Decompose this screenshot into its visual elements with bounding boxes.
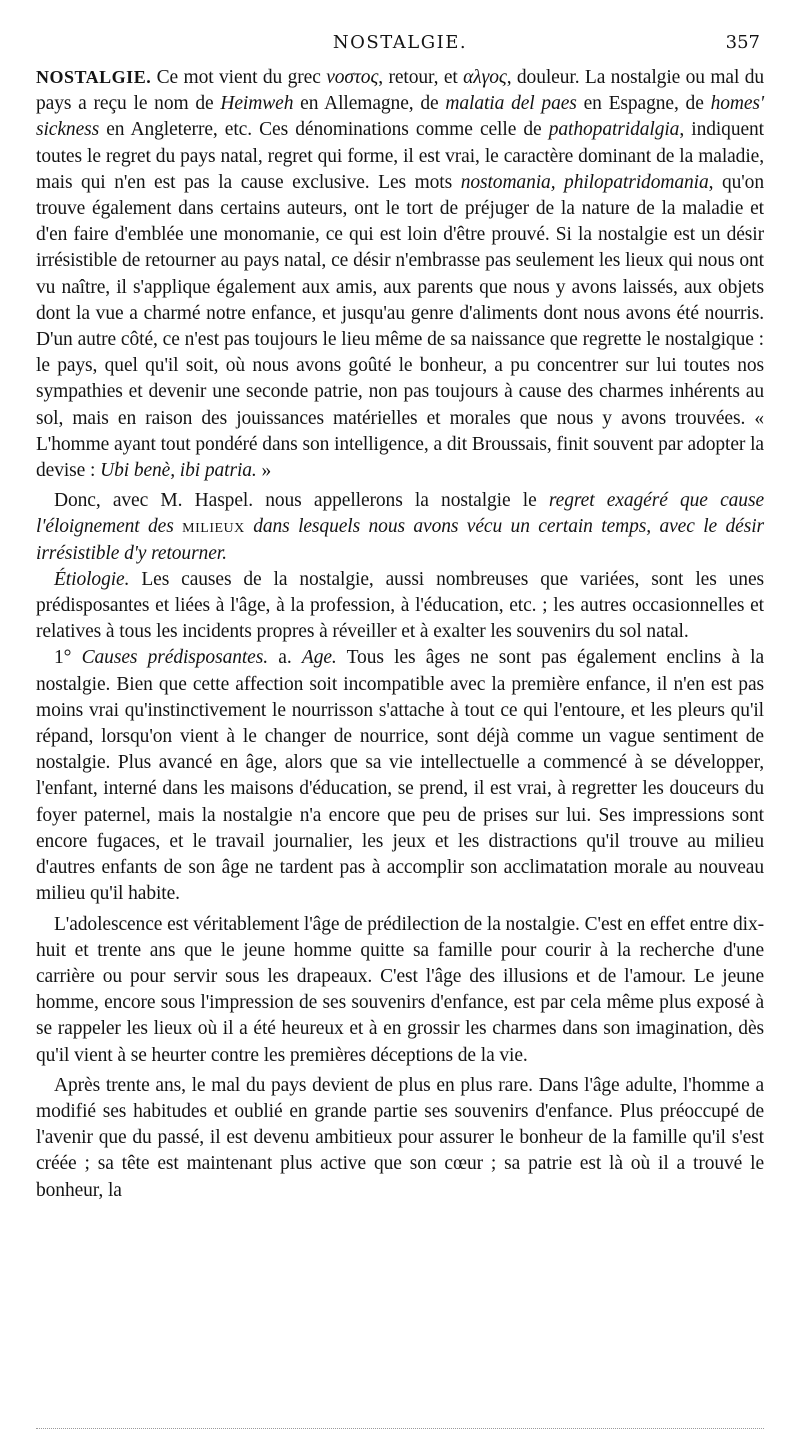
italic-term: nostomania, philopatridomania	[460, 171, 709, 193]
text-run: a.	[268, 647, 302, 669]
italic-term: pathopatridalgia	[548, 119, 680, 141]
paragraph-haspel-definition	[36, 488, 764, 567]
text-run: Tous les âges ne sont pas également enclins à la nostalgie. Bien que cette affection soit incompatible avec la première enfance, il n'en est pas moins vrai qu'instinctivement le nourrisson s'attache à tout ce qui l'entoure, et les pleurs qu'il répand, lorsqu'on vient à le changer de nourrice, sont déjà comme un vague sentiment de nostalgie. Plus avancé en âge, alors que sa vie intellectuelle a commencé à se développer, l'enfant, interné dans les maisons d'éducation, se prend, il est vrai, à regretter les douceurs du foyer paternel, mais la nostalgie n'a encore que peu de prises sur lui. Ses impressions sont encore fugaces, et le travail journalier, les jeux et les distractions qu'il trouve au milieu d'autres enfants de son âge ne tardent pas à accomplir son acclimatation morale au nouveau milieu qu'il habite.	[36, 647, 765, 905]
page-number: 357	[725, 32, 760, 53]
text-run: Après trente ans, le mal du pays devient de plus en plus rare. Dans l'âge adulte, l'homme a modifié ses habitudes et oublié en grande partie ses souvenirs d'enfance. Plus préoccupé de l'avenir que du passé, il est devenu ambitieux pour assurer le bonheur de la famille qu'il s'est créée ; sa tête est maintenant plus active que son cœur ; sa patrie est là où il a trouvé le bonheur, la	[36, 1074, 764, 1201]
section-heading-etiologie: Étiologie.	[54, 568, 130, 590]
greek-word: νοστος	[326, 67, 379, 88]
paragraph-definition	[36, 64, 764, 484]
text-run: L'adolescence est véritablement l'âge de prédilection de la nostalgie. C'est en effet entre dix-huit et trente ans que le jeune homme quitte sa famille pour courir à la recherche d'une carrière ou pour servir sous les drapeaux. C'est l'âge des illusions et de l'amour. Le jeune homme, encore sous l'impression de ses souvenirs d'enfance, est par cela même plus exposé à se rappeler les lieux où il a été heureux et à en grossir les charmes dans son imagination, dès qu'il vient à se heurter contre les premières déceptions de la vie.	[36, 913, 764, 1066]
text-run: , qu'on trouve également dans certains auteurs, ont le tort de préjuger de la nature de la maladie et d'en faire d'emblée une monomanie, ce qui est loin d'être prouvé. Si la nostalgie est un désir irrésistible de retourner au pays natal, ce désir n'embrasse pas seulement les lieux qui nous ont vu naître, il s'applique également aux amis, aux parents que nous y avons laissés, aux objets dont la vue a charmé notre enfance, et jusqu'au genre d'aliments dont nous avons été nourris. D'un autre côté, ce n'est pas toujours le lieu même de sa naissance que regrette le nostalgique : le pays, quel qu'il soit, où nous avons goûté le bonheur, a pu concentrer sur lui toutes nos sympathies et devenir une seconde patrie, non pas toujours à cause des charmes inhérents au sol, mais en raison des jouissances matérielles et morales que nous y avons trouvées. « L'homme ayant tout pondéré dans son intelligence, a dit Broussais, finit souvent par adopter la devise :	[36, 171, 764, 482]
italic-term: homes' sickness	[36, 93, 764, 141]
paragraph-apres-trente-ans	[36, 1073, 764, 1204]
text-run: en Allemagne, de	[293, 93, 446, 115]
paragraph-etiologie	[36, 567, 764, 646]
text-run: en Angleterre, etc. Ces dénominations comme celle de	[99, 119, 549, 141]
text-run: en Espagne, de	[576, 93, 711, 115]
paragraph-causes-predisposantes	[36, 645, 764, 907]
text-run: , indiquent toutes le regret du pays natal, regret qui forme, il est vrai, le caractère dominant de la maladie, mais qui n'en est pas la cause exclusive. Les mots	[36, 119, 765, 193]
headword: NOSTALGIE.	[36, 67, 152, 87]
subheading-age: Age.	[301, 647, 337, 669]
text-run: , retour, et	[378, 67, 464, 88]
bottom-margin-rule	[36, 1428, 764, 1429]
article-body	[36, 64, 764, 1204]
text-run: , douleur. La nostalgie ou mal du pays a reçu le nom de	[36, 67, 765, 115]
text-run: »	[256, 460, 272, 482]
italic-definition: dans lesquels nous avons vécu un certain temps, avec le désir irrésistible d'y retourner.	[36, 516, 764, 564]
greek-word: αλγος	[463, 67, 507, 88]
subheading-causes: Causes prédisposantes.	[81, 647, 269, 669]
text-run: Donc, avec M. Haspel. nous appellerons la nostalgie le	[54, 490, 549, 512]
italic-term: malatia del paes	[445, 93, 577, 115]
text-run: 1°	[54, 647, 82, 669]
italic-quote: Ubi benè, ibi patria.	[100, 460, 257, 482]
italic-term: Heimweh	[220, 93, 294, 115]
running-title: NOSTALGIE.	[332, 32, 468, 53]
text-run: Ce mot vient du grec	[151, 67, 327, 88]
paragraph-adolescence	[36, 912, 764, 1069]
running-header	[36, 32, 764, 58]
text-run: Les causes de la nostalgie, aussi nombreuses que variées, sont les unes prédisposantes et liées à l'âge, à la profession, à l'éducation, etc. ; les autres occasionnelles et relatives à tous les incidents propres à réveiller et à exalter les souvenirs du sol natal.	[36, 568, 764, 643]
small-caps-term: milieux	[182, 516, 245, 538]
italic-definition: regret exagéré que cause l'éloignement des	[36, 490, 764, 538]
